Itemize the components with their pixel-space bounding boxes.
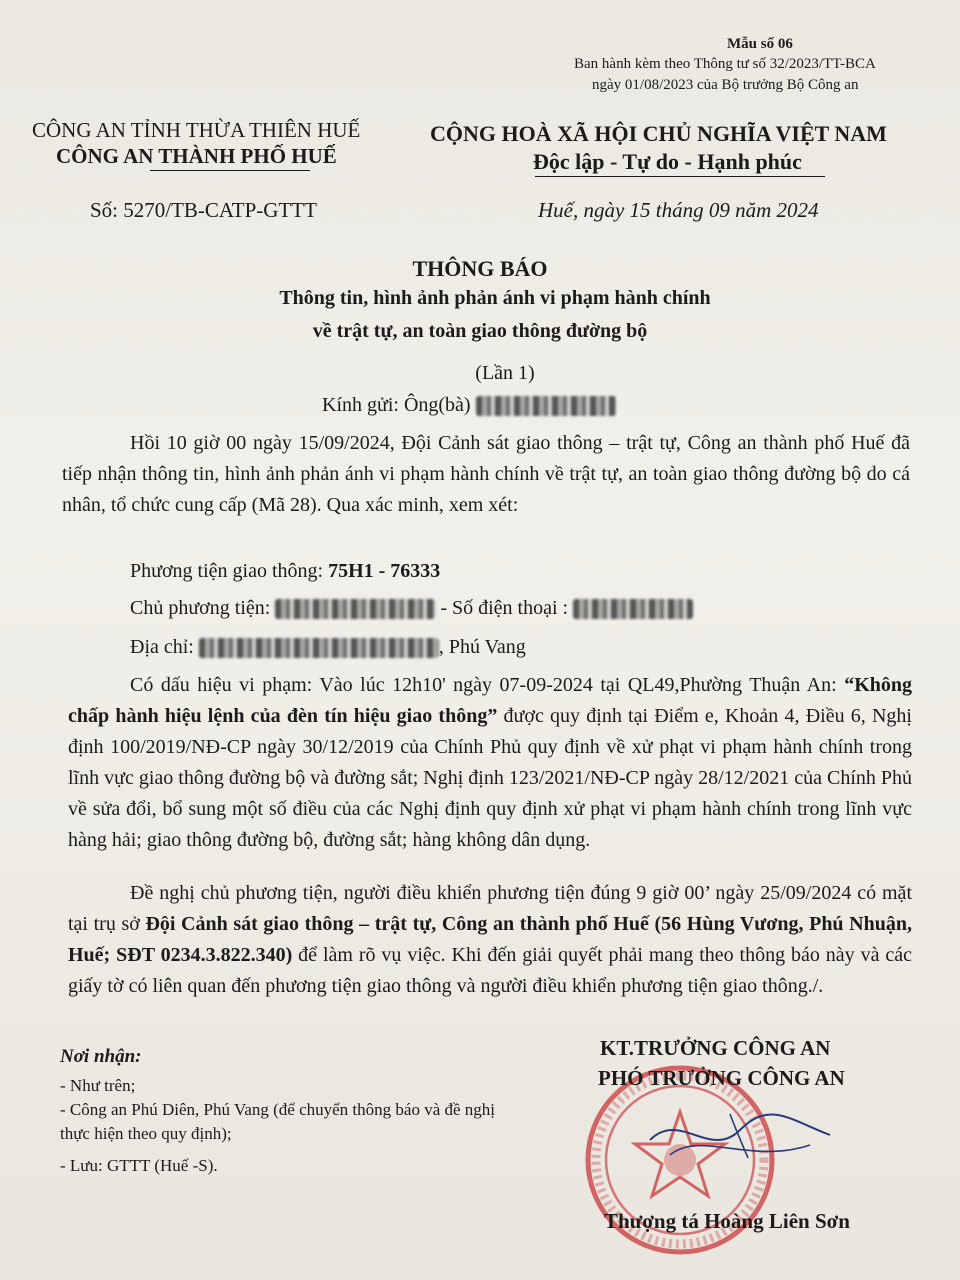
recipient-item-3: - Lưu: GTTT (Huế -S). <box>60 1156 218 1175</box>
recipient-item-1: - Như trên; <box>60 1076 136 1095</box>
vehicle-line <box>130 556 440 587</box>
signer-name: Thượng tá Hoàng Liên Sơn <box>604 1209 850 1233</box>
violation-paragraph <box>68 670 912 856</box>
address-label: Địa chỉ: <box>130 636 199 658</box>
notice-title: THÔNG BÁO <box>412 256 548 281</box>
nation-name: CỘNG HOÀ XÃ HỘI CHỦ NGHĨA VIỆT NAM <box>430 121 887 146</box>
notice-subtitle-2: về trật tự, an toàn giao thông đường bộ <box>312 320 648 342</box>
redacted-address <box>199 638 439 658</box>
recipient-item-2: - Công an Phú Diên, Phú Vang (để chuyển thông báo và đề nghị thực hiện theo quy định); <box>60 1100 496 1143</box>
agency-parent: CÔNG AN TỈNH THỪA THIÊN HUẾ <box>32 118 361 142</box>
redacted-owner-name <box>275 599 435 619</box>
motto-underline <box>535 176 825 177</box>
intro-paragraph: Hồi 10 giờ 00 ngày 15/09/2024, Đội Cảnh sát giao thông – trật tự, Công an thành phố Huế đã tiếp nhận thông tin, hình ảnh phản ánh vi phạm hành chính về trật tự, an toàn giao thông đường bộ do cá nhân, tổ chức cung cấp (Mã 28). Qua xác minh, xem xét: <box>62 432 910 516</box>
redacted-recipient-name <box>476 396 616 416</box>
violation-legal-basis: được quy định tại Điểm e, Khoản 4, Điều 6, Nghị định 100/2019/NĐ-CP ngày 30/12/2019 của Chính Phủ quy định về xử phạt vi phạm hành chính trong lĩnh vực giao thông đường bộ và đường sắt; Nghị định 123/2021/NĐ-CP ngày 28/12/2021 của Chính Phủ về sửa đổi, bổ sung một số điều của các Nghị định quy định xử phạt vi phạm hành chính trong lĩnh vực hàng hải; giao thông đường bộ, đường sắt; hàng không dân dụng. <box>68 705 913 851</box>
violation-name: “Không chấp hành hiệu lệnh của đèn tín hiệu giao thông” <box>68 674 912 727</box>
request-intro: Đề nghị chủ phương tiện, người điều khiển phương tiện đúng 9 giờ 00’ ngày 25/09/2024 có mặt tại trụ sở <box>68 882 912 935</box>
recipients-heading: Nơi nhận: <box>60 1046 142 1067</box>
place-date: Huế, ngày 15 tháng 09 năm 2024 <box>538 198 819 222</box>
signature-title-2: PHÓ TRƯỞNG CÔNG AN <box>598 1066 845 1090</box>
address-suffix: , Phú Vang <box>438 636 526 658</box>
phone-label: - Số điện thoại : <box>435 597 574 619</box>
handwritten-signature-icon <box>640 1100 840 1170</box>
salutation <box>322 390 616 421</box>
salutation-label: Kính gửi: Ông(bà) <box>322 394 471 416</box>
owner-line <box>130 593 693 624</box>
agency-name: CÔNG AN THÀNH PHỐ HUẾ <box>56 144 337 168</box>
notice-round: (Lần 1) <box>475 362 535 384</box>
form-code: Mẫu số 06 <box>727 36 793 52</box>
violation-intro: Có dấu hiệu vi phạm: Vào lúc 12h10' ngày 07-09-2024 tại QL49,Phường Thuận An: <box>130 674 845 696</box>
document-number: Số: 5270/TB-CATP-GTTT <box>90 198 317 222</box>
vehicle-label: Phương tiện giao thông: <box>130 560 329 582</box>
form-issued-line2: ngày 01/08/2023 của Bộ trưởng Bộ Công an <box>592 77 859 93</box>
request-place: Đội Cảnh sát giao thông – trật tự, Công an thành phố Huế (56 Hùng Vương, Phú Nhuận, Huế; SĐT 0234.3.822.340) <box>68 913 912 966</box>
agency-underline <box>150 170 310 171</box>
redacted-phone <box>573 599 693 619</box>
signature-title-1: KT.TRƯỞNG CÔNG AN <box>600 1036 831 1060</box>
owner-label: Chủ phương tiện: <box>130 597 276 619</box>
vehicle-plate: 75H1 - 76333 <box>328 560 441 582</box>
request-rest: để làm rõ vụ việc. Khi đến giải quyết phải mang theo thông báo này và các giấy tờ có liên quan đến phương tiện giao thông và người điều khiển phương tiện giao thông./. <box>68 944 912 997</box>
address-line <box>130 632 526 663</box>
request-paragraph <box>68 878 912 1002</box>
nation-motto: Độc lập - Tự do - Hạnh phúc <box>533 149 802 174</box>
notice-subtitle-1: Thông tin, hình ảnh phản ánh vi phạm hành chính <box>279 287 711 309</box>
form-issued-line1: Ban hành kèm theo Thông tư số 32/2023/TT-BCA <box>574 56 876 72</box>
